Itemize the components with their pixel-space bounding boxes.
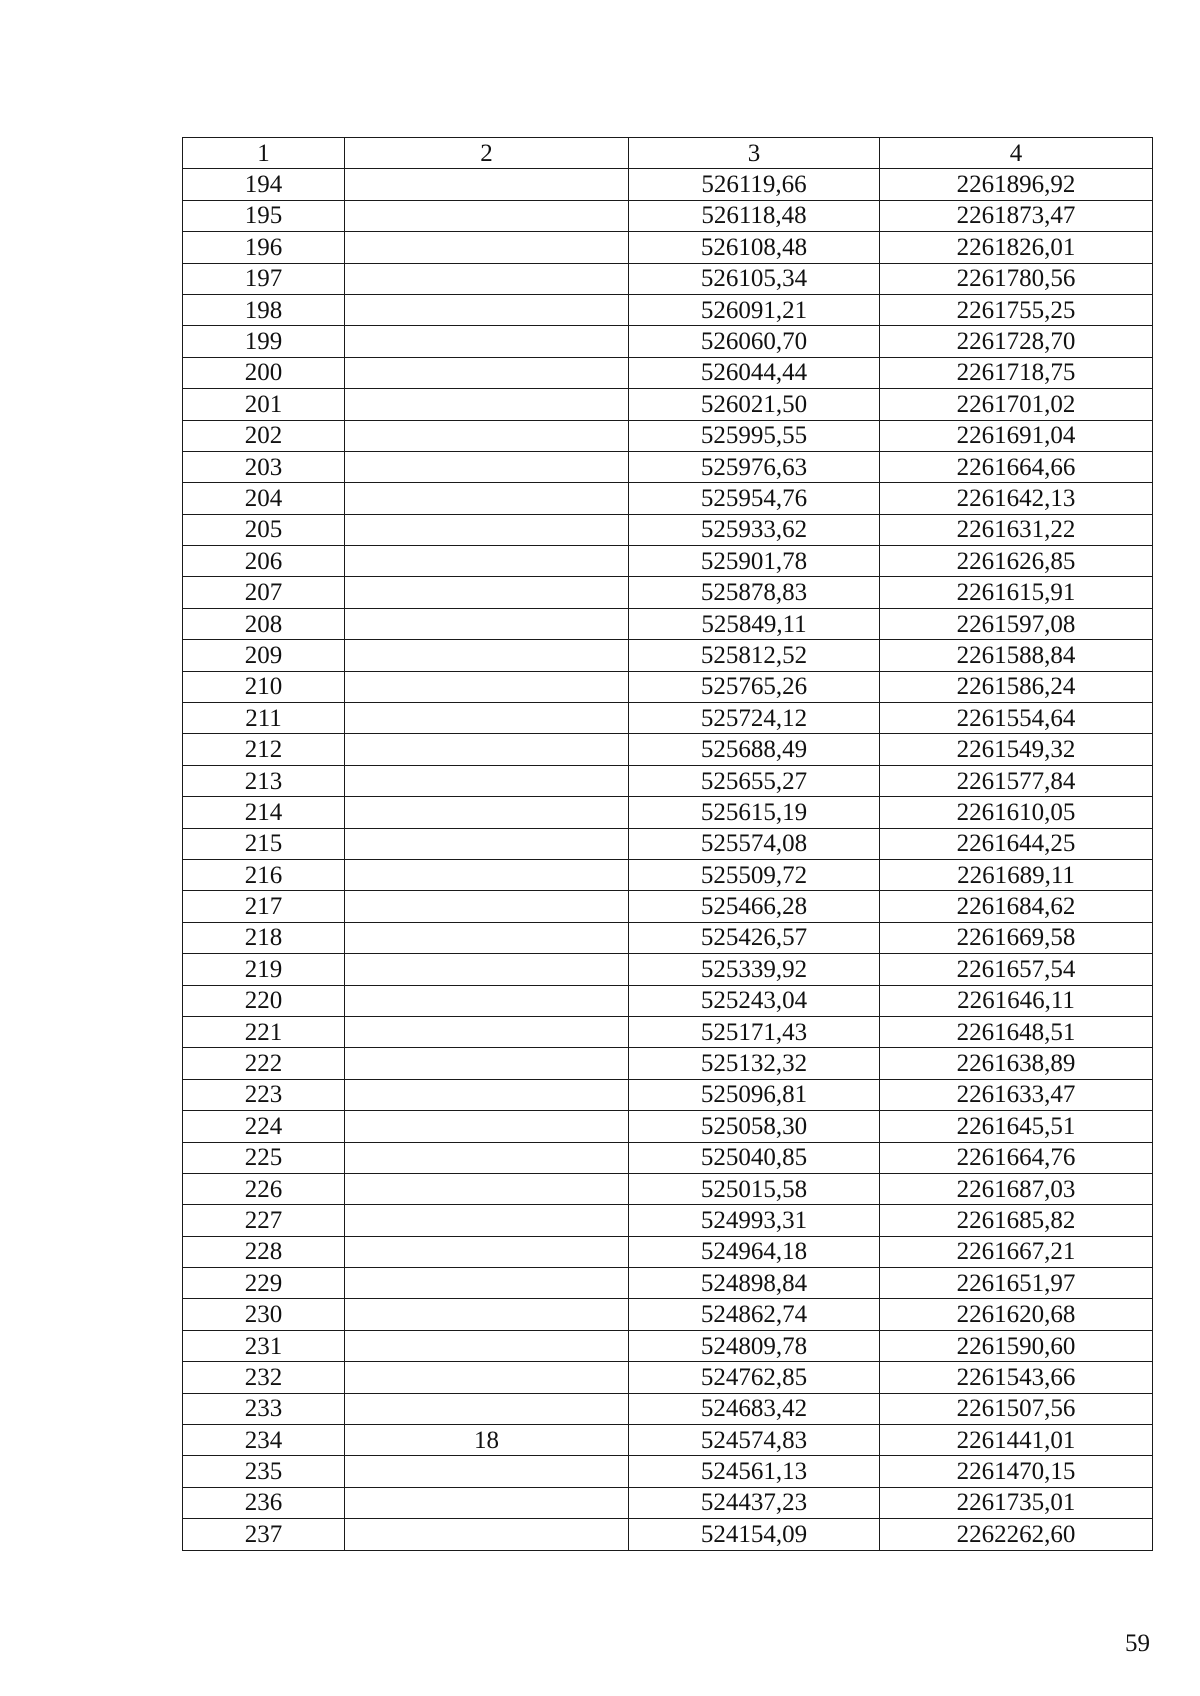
table-cell-col-2 <box>345 483 629 514</box>
table-row <box>183 1016 1153 1047</box>
table-row <box>183 1268 1153 1299</box>
table-cell-col-1: 211 <box>183 703 345 734</box>
table-cell-col-3: 525995,55 <box>629 420 880 451</box>
table-row <box>183 546 1153 577</box>
table-cell-col-4: 2261648,51 <box>880 1016 1153 1047</box>
table-cell-col-3: 525878,83 <box>629 577 880 608</box>
table-cell-col-1: 196 <box>183 232 345 263</box>
table-row <box>183 734 1153 765</box>
table-cell-col-3: 525976,63 <box>629 451 880 482</box>
table-cell-col-2 <box>345 1456 629 1487</box>
table-cell-col-2 <box>345 828 629 859</box>
table-cell-col-2 <box>345 1048 629 1079</box>
table-cell-col-4: 2261620,68 <box>880 1299 1153 1330</box>
table-cell-col-4: 2261718,75 <box>880 357 1153 388</box>
header-cell-1: 1 <box>183 138 345 169</box>
table-row <box>183 326 1153 357</box>
table-row <box>183 703 1153 734</box>
table-cell-col-2 <box>345 985 629 1016</box>
table-cell-col-2 <box>345 263 629 294</box>
table-row <box>183 577 1153 608</box>
table-cell-col-4: 2261701,02 <box>880 389 1153 420</box>
table-row <box>183 1456 1153 1487</box>
header-cell-4: 4 <box>880 138 1153 169</box>
table-cell-col-1: 207 <box>183 577 345 608</box>
table-cell-col-4: 2261691,04 <box>880 420 1153 451</box>
table-cell-col-3: 524437,23 <box>629 1487 880 1518</box>
table-cell-col-1: 213 <box>183 765 345 796</box>
table-cell-col-4: 2261543,66 <box>880 1362 1153 1393</box>
table-cell-col-1: 203 <box>183 451 345 482</box>
table-cell-col-2 <box>345 546 629 577</box>
table-cell-col-3: 526105,34 <box>629 263 880 294</box>
table-row <box>183 1142 1153 1173</box>
table-cell-col-1: 195 <box>183 200 345 231</box>
table-row <box>183 765 1153 796</box>
table-cell-col-2 <box>345 1362 629 1393</box>
table-row <box>183 1236 1153 1267</box>
table-cell-col-1: 210 <box>183 671 345 702</box>
table-row <box>183 451 1153 482</box>
table-cell-col-4: 2261685,82 <box>880 1205 1153 1236</box>
table-cell-col-3: 524762,85 <box>629 1362 880 1393</box>
table-cell-col-3: 525765,26 <box>629 671 880 702</box>
table-row <box>183 294 1153 325</box>
table-cell-col-3: 526091,21 <box>629 294 880 325</box>
table-cell-col-3: 525954,76 <box>629 483 880 514</box>
table-cell-col-1: 224 <box>183 1111 345 1142</box>
table-cell-col-3: 525132,32 <box>629 1048 880 1079</box>
table-cell-col-3: 525171,43 <box>629 1016 880 1047</box>
table-cell-col-3: 525426,57 <box>629 922 880 953</box>
table-cell-col-4: 2261664,76 <box>880 1142 1153 1173</box>
table-cell-col-3: 525812,52 <box>629 640 880 671</box>
table-cell-col-2 <box>345 1173 629 1204</box>
table-row <box>183 232 1153 263</box>
table-cell-col-3: 525724,12 <box>629 703 880 734</box>
table-cell-col-4: 2261728,70 <box>880 326 1153 357</box>
table-cell-col-4: 2261684,62 <box>880 891 1153 922</box>
table-cell-col-1: 226 <box>183 1173 345 1204</box>
table-cell-col-2 <box>345 420 629 451</box>
table-row <box>183 828 1153 859</box>
table-row <box>183 797 1153 828</box>
table-cell-col-2 <box>345 797 629 828</box>
table-row <box>183 859 1153 890</box>
table-row <box>183 1393 1153 1424</box>
table-cell-col-1: 217 <box>183 891 345 922</box>
table-cell-col-1: 215 <box>183 828 345 859</box>
table-row <box>183 1299 1153 1330</box>
table-row <box>183 200 1153 231</box>
table-cell-col-1: 218 <box>183 922 345 953</box>
table-cell-col-4: 2261590,60 <box>880 1330 1153 1361</box>
table-cell-col-1: 201 <box>183 389 345 420</box>
table-cell-col-1: 228 <box>183 1236 345 1267</box>
table-cell-col-1: 229 <box>183 1268 345 1299</box>
table-cell-col-1: 237 <box>183 1519 345 1550</box>
table-cell-col-2 <box>345 1393 629 1424</box>
table-cell-col-4: 2261631,22 <box>880 514 1153 545</box>
table-row <box>183 1048 1153 1079</box>
table-row <box>183 420 1153 451</box>
table-cell-col-2 <box>345 1111 629 1142</box>
table-cell-col-2 <box>345 734 629 765</box>
table-cell-col-3: 525849,11 <box>629 608 880 639</box>
table-cell-col-2 <box>345 1299 629 1330</box>
table-row <box>183 389 1153 420</box>
table-cell-col-3: 524154,09 <box>629 1519 880 1550</box>
table-cell-col-3: 526118,48 <box>629 200 880 231</box>
table-cell-col-1: 233 <box>183 1393 345 1424</box>
table-cell-col-3: 524964,18 <box>629 1236 880 1267</box>
table-cell-col-2 <box>345 671 629 702</box>
table-cell-col-4: 2261664,66 <box>880 451 1153 482</box>
table-cell-col-4: 2261687,03 <box>880 1173 1153 1204</box>
table-cell-col-1: 227 <box>183 1205 345 1236</box>
table-cell-col-3: 524862,74 <box>629 1299 880 1330</box>
table-row <box>183 608 1153 639</box>
table-row <box>183 483 1153 514</box>
table-row <box>183 954 1153 985</box>
table-cell-col-3: 525615,19 <box>629 797 880 828</box>
table-cell-col-2 <box>345 232 629 263</box>
table-row <box>183 671 1153 702</box>
coordinates-table <box>182 137 1153 1551</box>
table-row <box>183 985 1153 1016</box>
table-cell-col-1: 234 <box>183 1425 345 1456</box>
table-row <box>183 1079 1153 1110</box>
table-cell-col-2 <box>345 640 629 671</box>
table-cell-col-3: 525339,92 <box>629 954 880 985</box>
table-cell-col-2 <box>345 577 629 608</box>
table-cell-col-4: 2261470,15 <box>880 1456 1153 1487</box>
table-cell-col-3: 526060,70 <box>629 326 880 357</box>
table-cell-col-1: 214 <box>183 797 345 828</box>
table-cell-col-4: 2261507,56 <box>880 1393 1153 1424</box>
table-row <box>183 1487 1153 1518</box>
table-cell-col-3: 525655,27 <box>629 765 880 796</box>
table-cell-col-4: 2261644,25 <box>880 828 1153 859</box>
table-cell-col-4: 2261638,89 <box>880 1048 1153 1079</box>
table-row <box>183 514 1153 545</box>
table-cell-col-4: 2261586,24 <box>880 671 1153 702</box>
table-cell-col-4: 2261588,84 <box>880 640 1153 671</box>
table-cell-col-1: 212 <box>183 734 345 765</box>
table-cell-col-2 <box>345 859 629 890</box>
table-row <box>183 1173 1153 1204</box>
table-cell-col-2 <box>345 922 629 953</box>
table-cell-col-4: 2261873,47 <box>880 200 1153 231</box>
table-cell-col-3: 526021,50 <box>629 389 880 420</box>
table-cell-col-4: 2261826,01 <box>880 232 1153 263</box>
table-cell-col-1: 232 <box>183 1362 345 1393</box>
table-header <box>183 138 1153 169</box>
table-cell-col-1: 225 <box>183 1142 345 1173</box>
table-cell-col-2 <box>345 954 629 985</box>
table-cell-col-2: 18 <box>345 1425 629 1456</box>
table-cell-col-2 <box>345 1016 629 1047</box>
table-cell-col-4: 2261651,97 <box>880 1268 1153 1299</box>
table-cell-col-4: 2261554,64 <box>880 703 1153 734</box>
table-cell-col-2 <box>345 514 629 545</box>
table-cell-col-4: 2261645,51 <box>880 1111 1153 1142</box>
table-cell-col-1: 205 <box>183 514 345 545</box>
table-cell-col-3: 525058,30 <box>629 1111 880 1142</box>
table-cell-col-4: 2261610,05 <box>880 797 1153 828</box>
table-cell-col-4: 2261780,56 <box>880 263 1153 294</box>
table-cell-col-1: 216 <box>183 859 345 890</box>
table-cell-col-2 <box>345 1268 629 1299</box>
table-cell-col-4: 2261896,92 <box>880 169 1153 200</box>
table-cell-col-1: 198 <box>183 294 345 325</box>
table-row <box>183 1362 1153 1393</box>
table-cell-col-3: 526119,66 <box>629 169 880 200</box>
header-row <box>183 138 1153 169</box>
table-cell-col-1: 199 <box>183 326 345 357</box>
table-row <box>183 357 1153 388</box>
table-cell-col-1: 236 <box>183 1487 345 1518</box>
table-row <box>183 922 1153 953</box>
table-cell-col-3: 525466,28 <box>629 891 880 922</box>
table-cell-col-2 <box>345 326 629 357</box>
table-cell-col-2 <box>345 1330 629 1361</box>
table-cell-col-3: 525040,85 <box>629 1142 880 1173</box>
table-cell-col-2 <box>345 1487 629 1518</box>
table-cell-col-1: 194 <box>183 169 345 200</box>
table-cell-col-3: 526108,48 <box>629 232 880 263</box>
table-cell-col-2 <box>345 294 629 325</box>
table-cell-col-1: 223 <box>183 1079 345 1110</box>
table-cell-col-4: 2261441,01 <box>880 1425 1153 1456</box>
table-cell-col-3: 525574,08 <box>629 828 880 859</box>
table-row <box>183 1205 1153 1236</box>
table-cell-col-4: 2262262,60 <box>880 1519 1153 1550</box>
table-cell-col-4: 2261597,08 <box>880 608 1153 639</box>
table-cell-col-3: 525509,72 <box>629 859 880 890</box>
table-cell-col-3: 525096,81 <box>629 1079 880 1110</box>
table-cell-col-4: 2261755,25 <box>880 294 1153 325</box>
table-cell-col-1: 208 <box>183 608 345 639</box>
table-cell-col-4: 2261669,58 <box>880 922 1153 953</box>
table-cell-col-1: 197 <box>183 263 345 294</box>
table-cell-col-1: 200 <box>183 357 345 388</box>
table-row <box>183 1111 1153 1142</box>
table-cell-col-3: 524898,84 <box>629 1268 880 1299</box>
table-row <box>183 169 1153 200</box>
table-cell-col-4: 2261633,47 <box>880 1079 1153 1110</box>
table-row <box>183 1425 1153 1456</box>
table-cell-col-3: 525933,62 <box>629 514 880 545</box>
table-cell-col-1: 202 <box>183 420 345 451</box>
table-cell-col-2 <box>345 703 629 734</box>
table-cell-col-1: 204 <box>183 483 345 514</box>
table-cell-col-3: 524809,78 <box>629 1330 880 1361</box>
table-cell-col-3: 524574,83 <box>629 1425 880 1456</box>
table-cell-col-3: 525688,49 <box>629 734 880 765</box>
table-cell-col-1: 209 <box>183 640 345 671</box>
table-cell-col-2 <box>345 200 629 231</box>
header-cell-2: 2 <box>345 138 629 169</box>
table-cell-col-2 <box>345 1205 629 1236</box>
table-cell-col-4: 2261667,21 <box>880 1236 1153 1267</box>
table-cell-col-2 <box>345 1079 629 1110</box>
table-cell-col-3: 525901,78 <box>629 546 880 577</box>
table-row <box>183 891 1153 922</box>
table-cell-col-2 <box>345 357 629 388</box>
table-cell-col-2 <box>345 891 629 922</box>
table-cell-col-4: 2261549,32 <box>880 734 1153 765</box>
table-cell-col-2 <box>345 1519 629 1550</box>
table-cell-col-1: 235 <box>183 1456 345 1487</box>
table-row <box>183 1330 1153 1361</box>
table-cell-col-1: 230 <box>183 1299 345 1330</box>
table-cell-col-4: 2261657,54 <box>880 954 1153 985</box>
table-cell-col-2 <box>345 451 629 482</box>
table-cell-col-3: 524993,31 <box>629 1205 880 1236</box>
table-cell-col-3: 524561,13 <box>629 1456 880 1487</box>
table-cell-col-3: 524683,42 <box>629 1393 880 1424</box>
table-cell-col-2 <box>345 608 629 639</box>
table-cell-col-4: 2261689,11 <box>880 859 1153 890</box>
header-cell-3: 3 <box>629 138 880 169</box>
table-cell-col-3: 526044,44 <box>629 357 880 388</box>
table-row <box>183 263 1153 294</box>
page-number: 59 <box>1125 1630 1150 1657</box>
table-cell-col-1: 221 <box>183 1016 345 1047</box>
table-cell-col-2 <box>345 1236 629 1267</box>
table-cell-col-1: 222 <box>183 1048 345 1079</box>
table-cell-col-4: 2261646,11 <box>880 985 1153 1016</box>
table-cell-col-1: 231 <box>183 1330 345 1361</box>
table-cell-col-1: 206 <box>183 546 345 577</box>
table-row <box>183 1519 1153 1550</box>
table-cell-col-4: 2261735,01 <box>880 1487 1153 1518</box>
table-cell-col-4: 2261626,85 <box>880 546 1153 577</box>
table-body <box>183 169 1153 1550</box>
table-cell-col-3: 525015,58 <box>629 1173 880 1204</box>
table-cell-col-2 <box>345 169 629 200</box>
table-cell-col-2 <box>345 765 629 796</box>
table-cell-col-2 <box>345 1142 629 1173</box>
table-cell-col-1: 219 <box>183 954 345 985</box>
table-cell-col-3: 525243,04 <box>629 985 880 1016</box>
table-row <box>183 640 1153 671</box>
table-cell-col-4: 2261615,91 <box>880 577 1153 608</box>
table-cell-col-4: 2261642,13 <box>880 483 1153 514</box>
table-cell-col-2 <box>345 389 629 420</box>
table-cell-col-1: 220 <box>183 985 345 1016</box>
table-cell-col-4: 2261577,84 <box>880 765 1153 796</box>
